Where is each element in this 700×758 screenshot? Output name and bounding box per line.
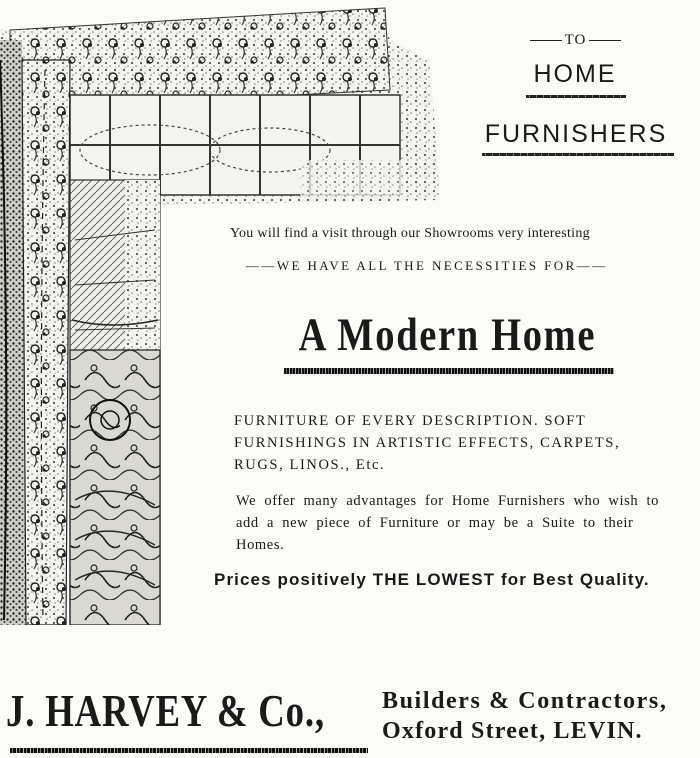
- offer-paragraph: We offer many advantages for Home Furnishers who wish to add a new piece of Furniture or may be a Suite to their Homes.: [236, 493, 659, 553]
- headline: [262, 308, 632, 362]
- right-dash: [589, 40, 621, 41]
- trade-line: Builders & Contractors,: [382, 688, 668, 714]
- prices-lead: Prices positively: [214, 570, 373, 589]
- headline-underline: [284, 368, 614, 374]
- left-dash: [530, 40, 562, 41]
- to-label: [518, 32, 633, 49]
- firm-underline: [10, 748, 368, 753]
- necessities-text: WE HAVE ALL THE NECESSITIES FOR: [276, 258, 577, 273]
- headline-text: A Modern Home: [298, 309, 596, 361]
- visit-line: You will find a visit through our Showrooms very interesting: [230, 226, 590, 241]
- heading-furnishers: FURNISHERS: [484, 120, 668, 148]
- home-underline: [526, 95, 626, 98]
- prices-emphasis: THE LOWEST: [372, 570, 496, 589]
- furnishers-underline: [482, 153, 674, 156]
- firm-name: [6, 684, 368, 737]
- prices-tail: for Best Quality.: [495, 570, 650, 589]
- to-text: TO: [564, 32, 587, 48]
- furniture-paragraph: FURNITURE OF EVERY DESCRIPTION. SOFT FURNISHINGS IN ARTISTIC EFFECTS, CARPETS, RUGS, LINOS., Etc.: [234, 413, 621, 473]
- necessities-line: ——WE HAVE ALL THE NECESSITIES FOR——: [246, 258, 608, 273]
- firm-name-text: J. HARVEY & Co.,: [6, 685, 325, 736]
- heading-home: HOME: [533, 60, 617, 88]
- address-line: Oxford Street, LEVIN.: [382, 718, 643, 744]
- prices-line: [214, 570, 684, 590]
